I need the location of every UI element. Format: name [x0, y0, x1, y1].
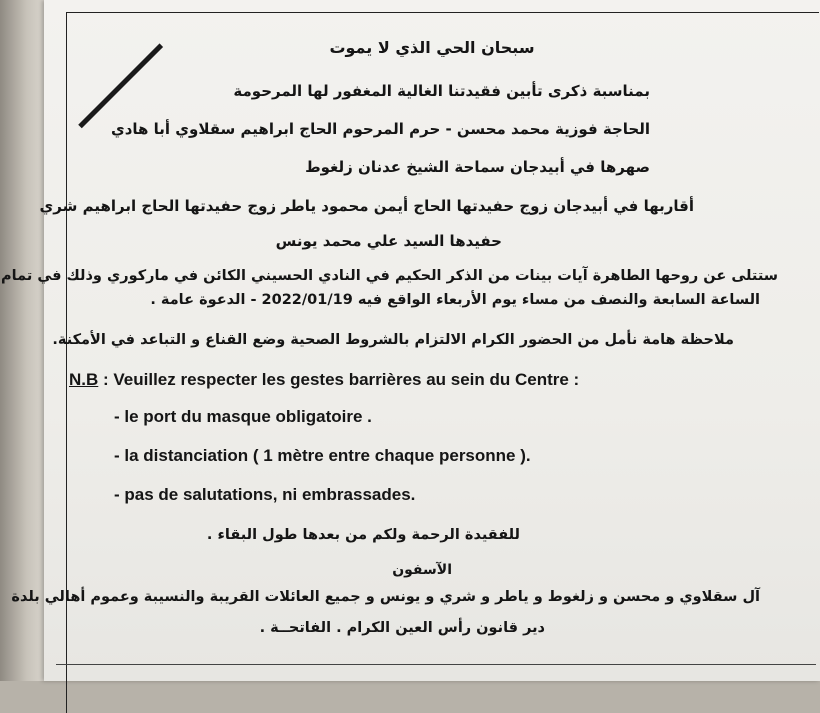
- families-line-2: دير قانون رأس العين الكرام . الفاتحــة .: [259, 620, 545, 636]
- grandson-line: حفيدها السيد علي محمد يونس: [275, 232, 502, 250]
- son-in-law-line: صهرها في أبيدجان سماحة الشيخ عدنان زلغوط: [305, 158, 650, 176]
- rule-item: - le port du masque obligatoire .: [114, 407, 372, 426]
- background-wall: [0, 0, 45, 681]
- notice-heading: سبحان الحي الذي لا يموت: [329, 38, 535, 57]
- nb-label: N.B: [69, 370, 99, 389]
- rule-item: - pas de salutations, ni embrassades.: [114, 485, 416, 504]
- condolence-line: للفقيدة الرحمة ولكم من بعدها طول البقاء .: [206, 527, 520, 543]
- notice-border: [66, 12, 819, 713]
- important-note: ملاحظة هامة نأمل من الحضور الكرام الالتزام بالشروط الصحية وضع القناع و التباعد في الأمكنة.: [52, 332, 734, 348]
- families-line-1: آل سقلاوي و محسن و زلغوط و ياطر و شري و يونس و جميع العائلات القريبة والنسيبة وعموم أهالي بلدة: [11, 589, 760, 605]
- reading-line-1: ستتلى عن روحها الطاهرة آيات بينات من الذكر الحكيم في النادي الحسيني الكائن في ماركوري وذلك في تمام: [1, 268, 778, 284]
- rule-item: - la distanciation ( 1 mètre entre chaque personne ).: [114, 446, 531, 465]
- relatives-line: أقاربها في أبيدجان زوج حفيدتها الحاج أيمن محمود ياطر زوج حفيدتها الحاج ابراهيم شري: [39, 197, 694, 215]
- mourners-label: الآسفون: [392, 562, 452, 578]
- nb-text: : Veuillez respecter les gestes barrières au sein du Centre :: [103, 370, 580, 389]
- deceased-line: الحاجة فوزية محمد محسن - حرم المرحوم الحاج ابراهيم سقلاوي أبا هادي: [110, 120, 650, 138]
- occasion-line: بمناسبة ذكرى تأبين فقيدتنا الغالية المغفور لها المرحومة: [233, 82, 650, 100]
- nb-line: [69, 370, 579, 390]
- footer-rule: [56, 664, 816, 665]
- reading-line-2: الساعة السابعة والنصف من مساء يوم الأربعاء الواقع فيه 2022/01/19 - الدعوة عامة .: [150, 292, 760, 308]
- memorial-notice-paper: [1, 0, 820, 681]
